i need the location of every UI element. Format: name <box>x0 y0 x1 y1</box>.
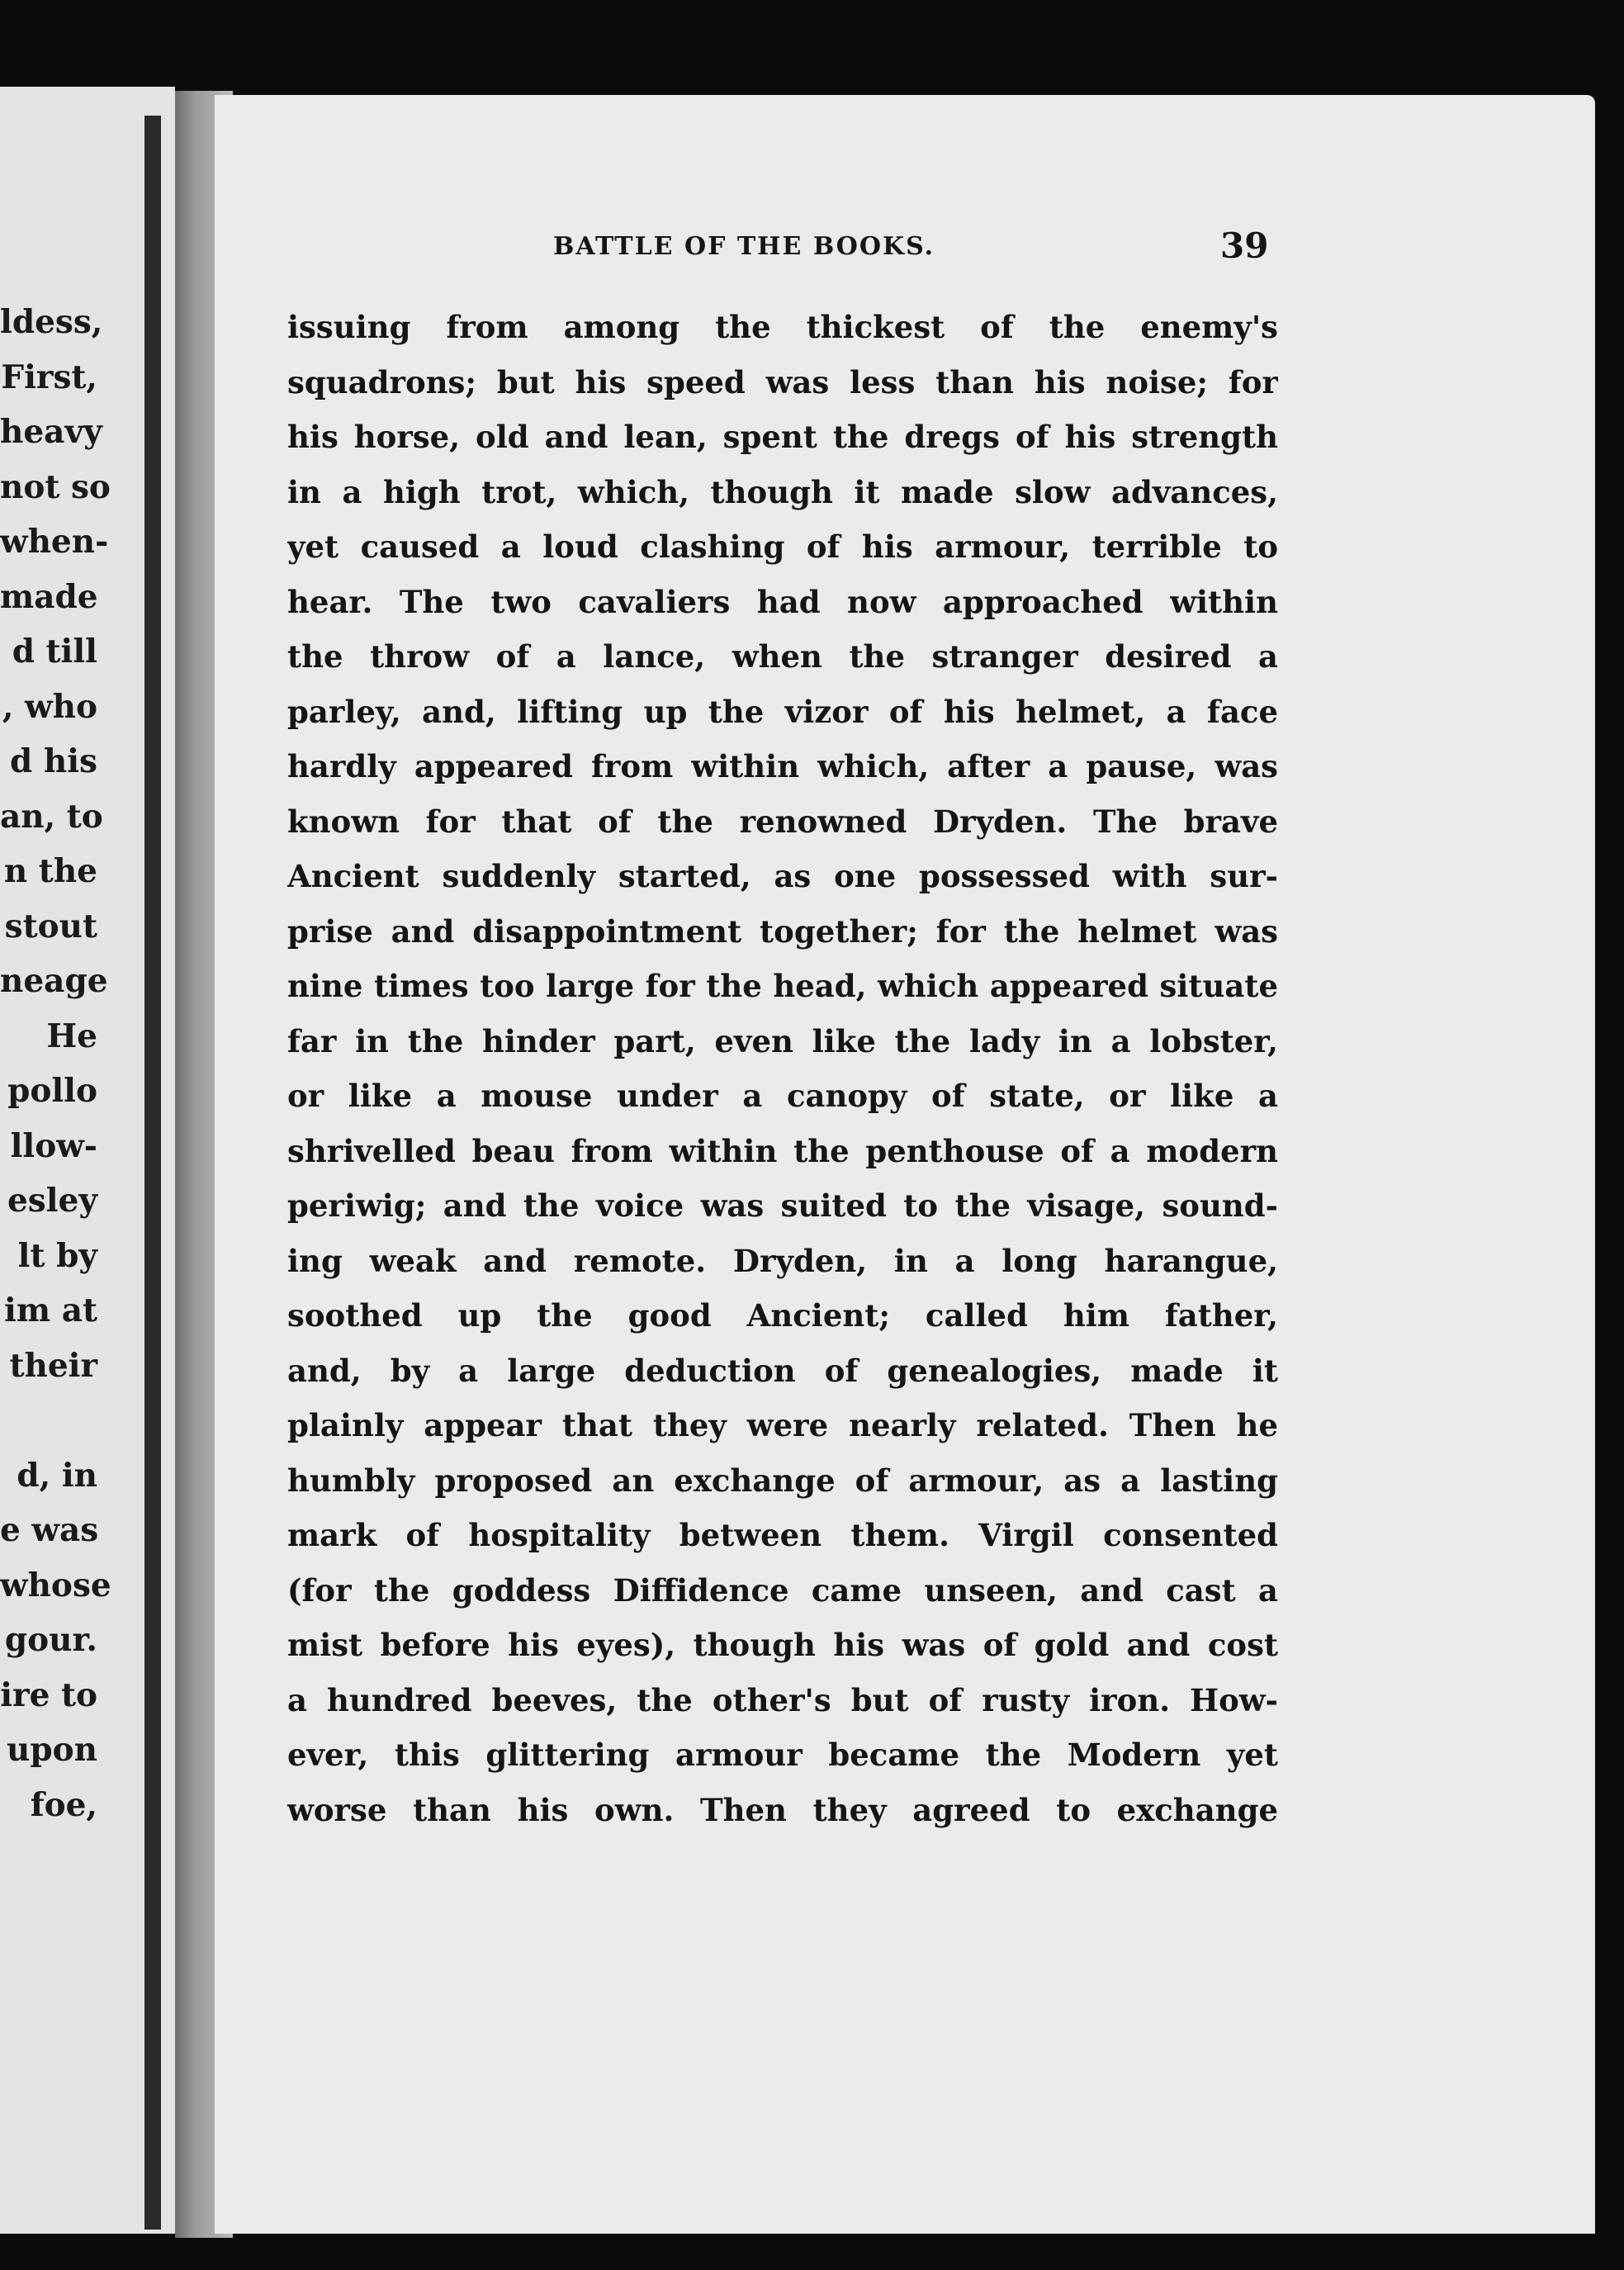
text-line: the throw of a lance, when the stranger desired a <box>287 638 1278 675</box>
left-page-line: , who <box>2 687 97 726</box>
running-head: BATTLE OF THE BOOKS. <box>553 232 935 261</box>
left-page-line: gour. <box>4 1621 97 1659</box>
left-page-line: their <box>9 1346 97 1385</box>
text-line: mark of hospitality between them. Virgil consented <box>287 1517 1278 1553</box>
text-line: hardly appeared from within which, after a pause, was <box>287 748 1278 784</box>
left-page-line: made <box>0 577 98 616</box>
left-page-line: lt by <box>17 1236 97 1275</box>
left-page-line: an, to <box>0 797 103 836</box>
text-line: his horse, old and lean, spent the dregs of his strength <box>287 419 1278 455</box>
left-page-line: First, <box>1 358 97 396</box>
left-page-line: n the <box>3 852 97 890</box>
left-page-line: whose <box>0 1566 111 1604</box>
text-line: humbly proposed an exchange of armour, as a lasting <box>287 1462 1278 1499</box>
left-page-line: not so <box>0 467 111 506</box>
text-line: hear. The two cavaliers had now approached within <box>287 583 1278 620</box>
left-page-line <box>0 1393 97 1448</box>
left-page-line: He <box>46 1017 97 1055</box>
text-line: worse than his own. Then they agreed to exchange <box>287 1791 1278 1828</box>
page-header <box>215 225 1595 275</box>
text-line: squadrons; but his speed was less than his noise; for <box>287 363 1278 400</box>
left-page-line: ire to <box>0 1675 97 1714</box>
page-number: 39 <box>1220 225 1269 266</box>
left-page-line: esley <box>7 1182 97 1220</box>
text-line: and, by a large deduction of genealogies, made it <box>287 1352 1278 1389</box>
text-line: in a high trot, which, though it made slow advances, <box>287 473 1278 510</box>
left-page-line: when- <box>0 523 109 561</box>
body-text <box>287 300 1278 1837</box>
left-page-line: heavy <box>0 413 102 451</box>
text-line: shrivelled beau from within the penthouse of a modern <box>287 1132 1278 1169</box>
left-page-line: im at <box>4 1291 97 1329</box>
text-line: or like a mouse under a canopy of state, or like a <box>287 1078 1278 1114</box>
left-page-line: foe, <box>30 1785 97 1824</box>
left-page-line: ldess, <box>0 303 103 341</box>
left-page-line: d, in <box>17 1456 97 1495</box>
left-page-line: d till <box>12 633 97 671</box>
text-line: ever, this glittering armour became the Modern yet <box>287 1737 1278 1773</box>
text-line: mist before his eyes), though his was of gold and cost <box>287 1627 1278 1663</box>
text-line: (for the goddess Diffidence came unseen, and cast a <box>287 1571 1278 1609</box>
text-line: known for that of the renowned Dryden. The brave <box>287 803 1278 840</box>
left-page-line: upon <box>7 1731 97 1769</box>
text-line: issuing from among the thickest of the enemy's <box>287 309 1278 345</box>
text-line: far in the hinder part, even like the lady in a lobster, <box>287 1022 1278 1059</box>
text-line: periwig; and the voice was suited to the visage, sound- <box>287 1187 1278 1224</box>
left-page-line: neage <box>0 962 108 1000</box>
text-line: prise and disappointment together; for the helmet was <box>287 912 1278 950</box>
text-line: soothed up the good Ancient; called him father, <box>287 1297 1278 1334</box>
left-page-line: e was <box>0 1511 99 1549</box>
left-page-line: d his <box>10 742 97 780</box>
text-line: yet caused a loud clashing of his armour, terrible to <box>287 528 1278 565</box>
text-line: parley, and, lifting up the vizor of his helmet, a face <box>287 693 1278 730</box>
left-page-line: llow- <box>10 1126 97 1165</box>
text-line: a hundred beeves, the other's but of rusty iron. How- <box>287 1681 1278 1718</box>
binding-edge <box>144 116 161 2230</box>
text-line: nine times too large for the head, which appeared situate <box>287 968 1278 1004</box>
left-page-line: pollo <box>7 1072 97 1110</box>
text-line: plainly appear that they were nearly related. Then he <box>287 1407 1278 1443</box>
left-page-line: stout <box>4 907 97 945</box>
text-line: Ancient suddenly started, as one possessed with sur- <box>287 858 1278 894</box>
right-page <box>215 95 1595 2234</box>
text-line: ing weak and remote. Dryden, in a long harangue, <box>287 1242 1278 1279</box>
left-page-text <box>0 295 111 1832</box>
